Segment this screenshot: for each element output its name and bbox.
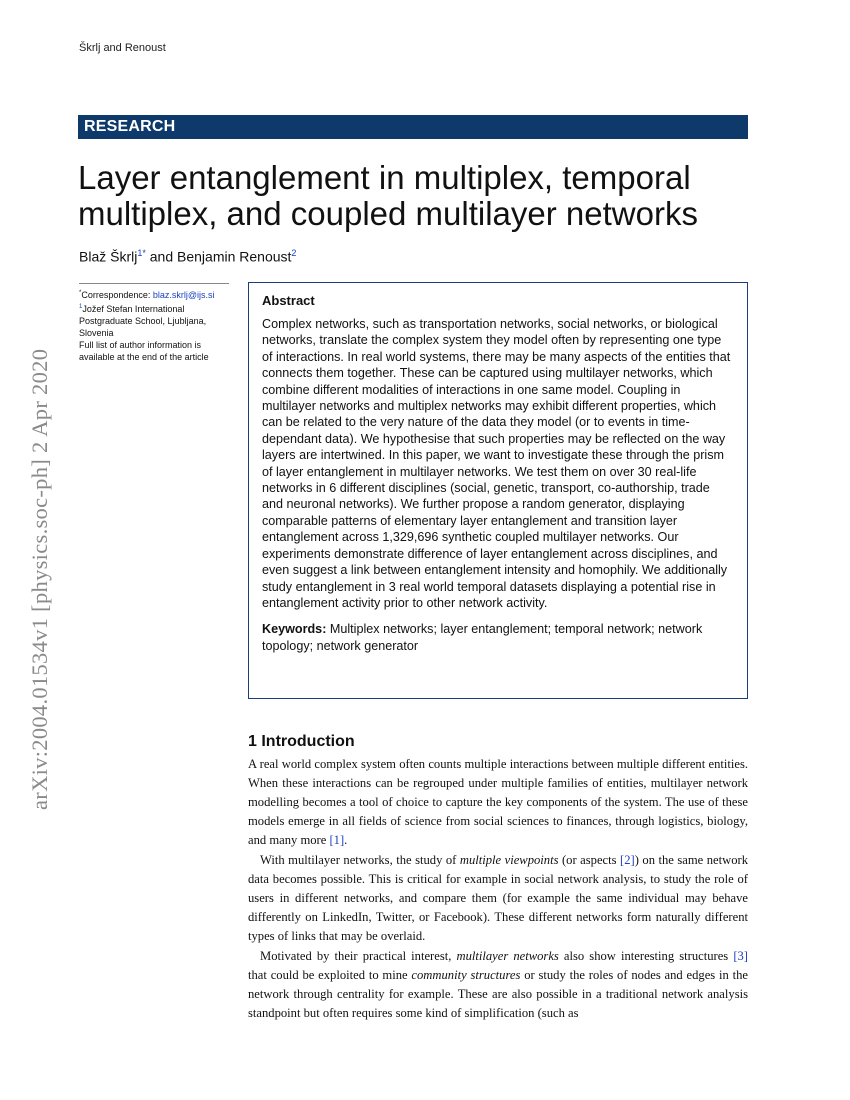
citation-link[interactable]: [3]: [733, 949, 748, 963]
author-2: Benjamin Renoust: [177, 248, 292, 265]
correspondence-email-link[interactable]: blaz.skrlj@ijs.si: [152, 290, 215, 300]
abstract-body: Complex networks, such as transportation networks, social networks, or biological networks, translate the complex system they model often by representing one type of interactions. In real world systems, there may be many aspects of the entities that connects them together. These can be captured using multilayer networks, which combine different modalities of interactions in one same model. Coupling in multilayer networks and multiplex networks may exhibit different properties, which can be related to the very nature of the data they model (or to events in time-dependant data). We hypothesise that such properties may be reflected on the way layers are intertwined. In this paper, we want to investigate these through the prism of layer entanglement in multilayer networks. We test them on over 30 real-life networks in 6 different disciplines (social, genetic, transport, co-authorship, trade and neuronal networks). We further propose a random generator, displaying comparable patterns of elementary layer entanglement and transition layer entanglement across 1,329,696 synthetic coupled multilayer networks. Our experiments demonstrate difference of layer entanglement across disciplines, and even suggest a link between entanglement intensity and homophily. We additionally study entanglement in 3 real world temporal datasets displaying a potential rise in entanglement activity prior to other network activity.: [262, 317, 731, 610]
author-2-affiliation[interactable]: 2: [291, 248, 297, 258]
author-sidenotes: [79, 283, 239, 363]
author-line: [79, 248, 296, 265]
citation-link[interactable]: [1]: [329, 833, 345, 847]
arxiv-stamp: arXiv:2004.01534v1 [physics.soc-ph] 2 Apr 2020: [27, 348, 52, 810]
intro-p3-text-c: that could be exploited to mine: [248, 968, 412, 982]
affiliation-mark: 1: [79, 304, 83, 310]
affiliation-text: Jožef Stefan International Postgraduate School, Ljubljana, Slovenia: [79, 304, 207, 338]
intro-paragraph-3: [248, 947, 748, 1023]
intro-p2-text-c: ) on the same network data becomes possible. This is critical for example in social network analysis, to study the role of users in different networks, and compare them (for example the same individual may behave differently on LinkedIn, Twitter, or Facebook). These different networks form naturally different types of links that may be overlaid.: [248, 853, 748, 943]
running-head: Škrlj and Renoust: [79, 42, 166, 54]
intro-p3-text: Motivated by their practical interest,: [260, 949, 457, 963]
citation-link[interactable]: [2]: [620, 853, 635, 867]
intro-p2-emphasis: multiple viewpoints: [459, 853, 559, 867]
keywords-label: Keywords:: [262, 622, 327, 637]
intro-p3-emphasis-2: community structures: [411, 968, 521, 982]
intro-p1-text: A real world complex system often counts multiple interactions between multiple different entities. When these interactions can be regrouped under multiple families of entities, multilayer network modelling becomes a tool of choice to capture the key components of the system. The use of these models emerge in all fields of science from social sciences to finances, through logistics, biology, and many more: [248, 757, 748, 847]
author-1: Blaž Škrlj: [79, 248, 138, 265]
intro-p3-text-b: also show interesting structures: [558, 949, 734, 963]
intro-p2-text: With multilayer networks, the study of: [260, 853, 460, 867]
intro-p3-text-d: or study the roles of nodes and edges in the network through centrality for example. These are also possible in a traditional network analysis standpoint but often requires some kind of simplification (such as: [248, 968, 748, 1020]
intro-p3-emphasis-1: multilayer networks: [456, 949, 559, 963]
paper-title: Layer entanglement in multiplex, temporal multiplex, and coupled multilayer networks: [78, 159, 698, 232]
section-heading-introduction: 1 Introduction: [248, 733, 355, 750]
intro-paragraph-2: [248, 851, 748, 946]
intro-paragraph-1: [248, 755, 748, 850]
abstract-heading: Abstract: [262, 293, 315, 308]
introduction-text: [248, 755, 748, 1023]
correspondence: [79, 287, 239, 301]
author-and: and: [149, 248, 174, 265]
author-1-affiliation[interactable]: 1*: [137, 248, 146, 258]
keywords-list: Multiplex networks; layer entanglement; temporal network; network topology; network generator: [262, 622, 703, 653]
intro-p2-text-b: (or aspects: [558, 853, 621, 867]
affiliation: [79, 301, 239, 339]
section-banner: RESEARCH: [78, 115, 748, 139]
abstract-box: [248, 282, 748, 699]
correspondence-mark: *: [79, 290, 82, 296]
sidenote-divider: [79, 283, 229, 284]
correspondence-label: Correspondence:: [81, 290, 151, 300]
full-author-list-note: Full list of author information is available at the end of the article: [79, 340, 209, 362]
intro-p1-end: .: [344, 833, 348, 847]
keywords: [262, 621, 734, 654]
